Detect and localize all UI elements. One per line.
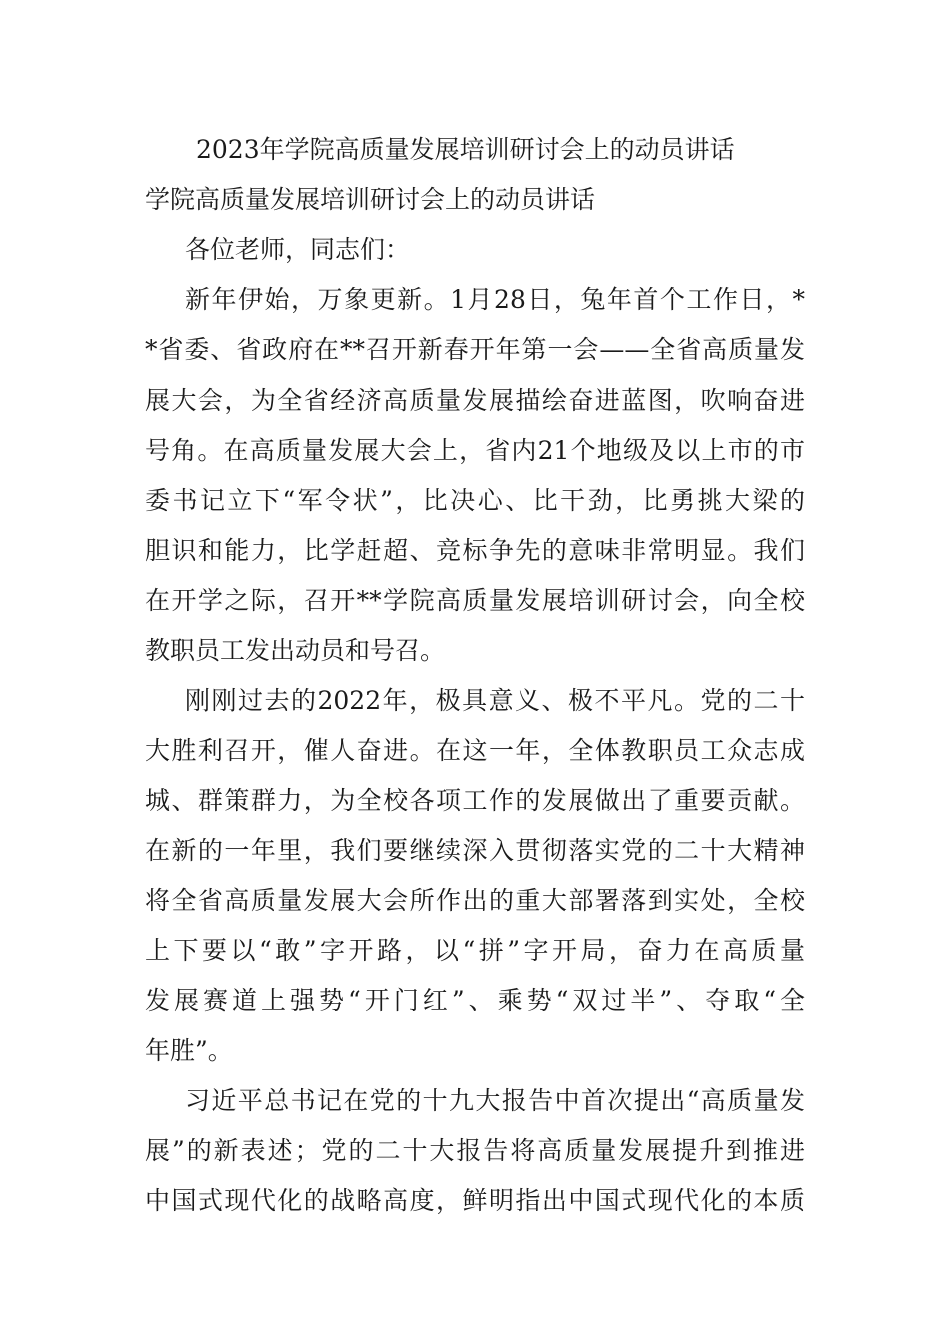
paragraph-line: 习近平总书记在党的十九大报告中首次提出“高质量发 (185, 1086, 805, 1115)
paragraph-line: 委书记立下“军令状”，比决心、比干劲，比勇挑大梁的 (145, 486, 805, 515)
salutation: 各位老师，同志们： (185, 235, 411, 264)
paragraph-line: 胆识和能力，比学赶超、竞标争先的意味非常明显。我们 (145, 536, 805, 565)
paragraph-line: 发展赛道上强势“开门红”、乘势“双过半”、夺取“全 (145, 986, 805, 1015)
paragraph-line: 上下要以“敢”字开路，以“拼”字开局，奋力在高质量 (145, 936, 805, 965)
paragraph-line: 刚刚过去的2022年，极具意义、极不平凡。党的二十 (185, 686, 805, 715)
paragraph-line: 大胜利召开，催人奋进。在这一年，全体教职员工众志成 (145, 736, 805, 765)
paragraph-line: 号角。在高质量发展大会上，省内21个地级及以上市的市 (145, 436, 805, 465)
paragraph-line: 在开学之际，召开**学院高质量发展培训研讨会，向全校 (145, 586, 805, 615)
paragraph-line: 新年伊始，万象更新。1月28日，兔年首个工作日，* (185, 285, 805, 314)
paragraph-line: 在新的一年里，我们要继续深入贯彻落实党的二十大精神 (145, 836, 805, 865)
paragraph-line: 年胜”。 (145, 1036, 233, 1065)
paragraph-line: 将全省高质量发展大会所作出的重大部署落到实处，全校 (145, 886, 805, 915)
paragraph-line: 中国式现代化的战略高度，鲜明指出中国式现代化的本质 (145, 1186, 805, 1215)
paragraph-line: 展”的新表述；党的二十大报告将高质量发展提升到推进 (145, 1136, 805, 1165)
paragraph-line: 城、群策群力，为全校各项工作的发展做出了重要贡献。 (145, 786, 805, 815)
document-subtitle: 学院高质量发展培训研讨会上的动员讲话 (145, 185, 596, 214)
paragraph-line: *省委、省政府在**召开新春开年第一会——全省高质量发 (145, 335, 805, 364)
paragraph-line: 教职员工发出动员和号召。 (145, 636, 446, 665)
paragraph-line: 展大会，为全省经济高质量发展描绘奋进蓝图，吹响奋进 (145, 386, 805, 415)
document-title: 2023年学院高质量发展培训研讨会上的动员讲话 (196, 135, 735, 164)
